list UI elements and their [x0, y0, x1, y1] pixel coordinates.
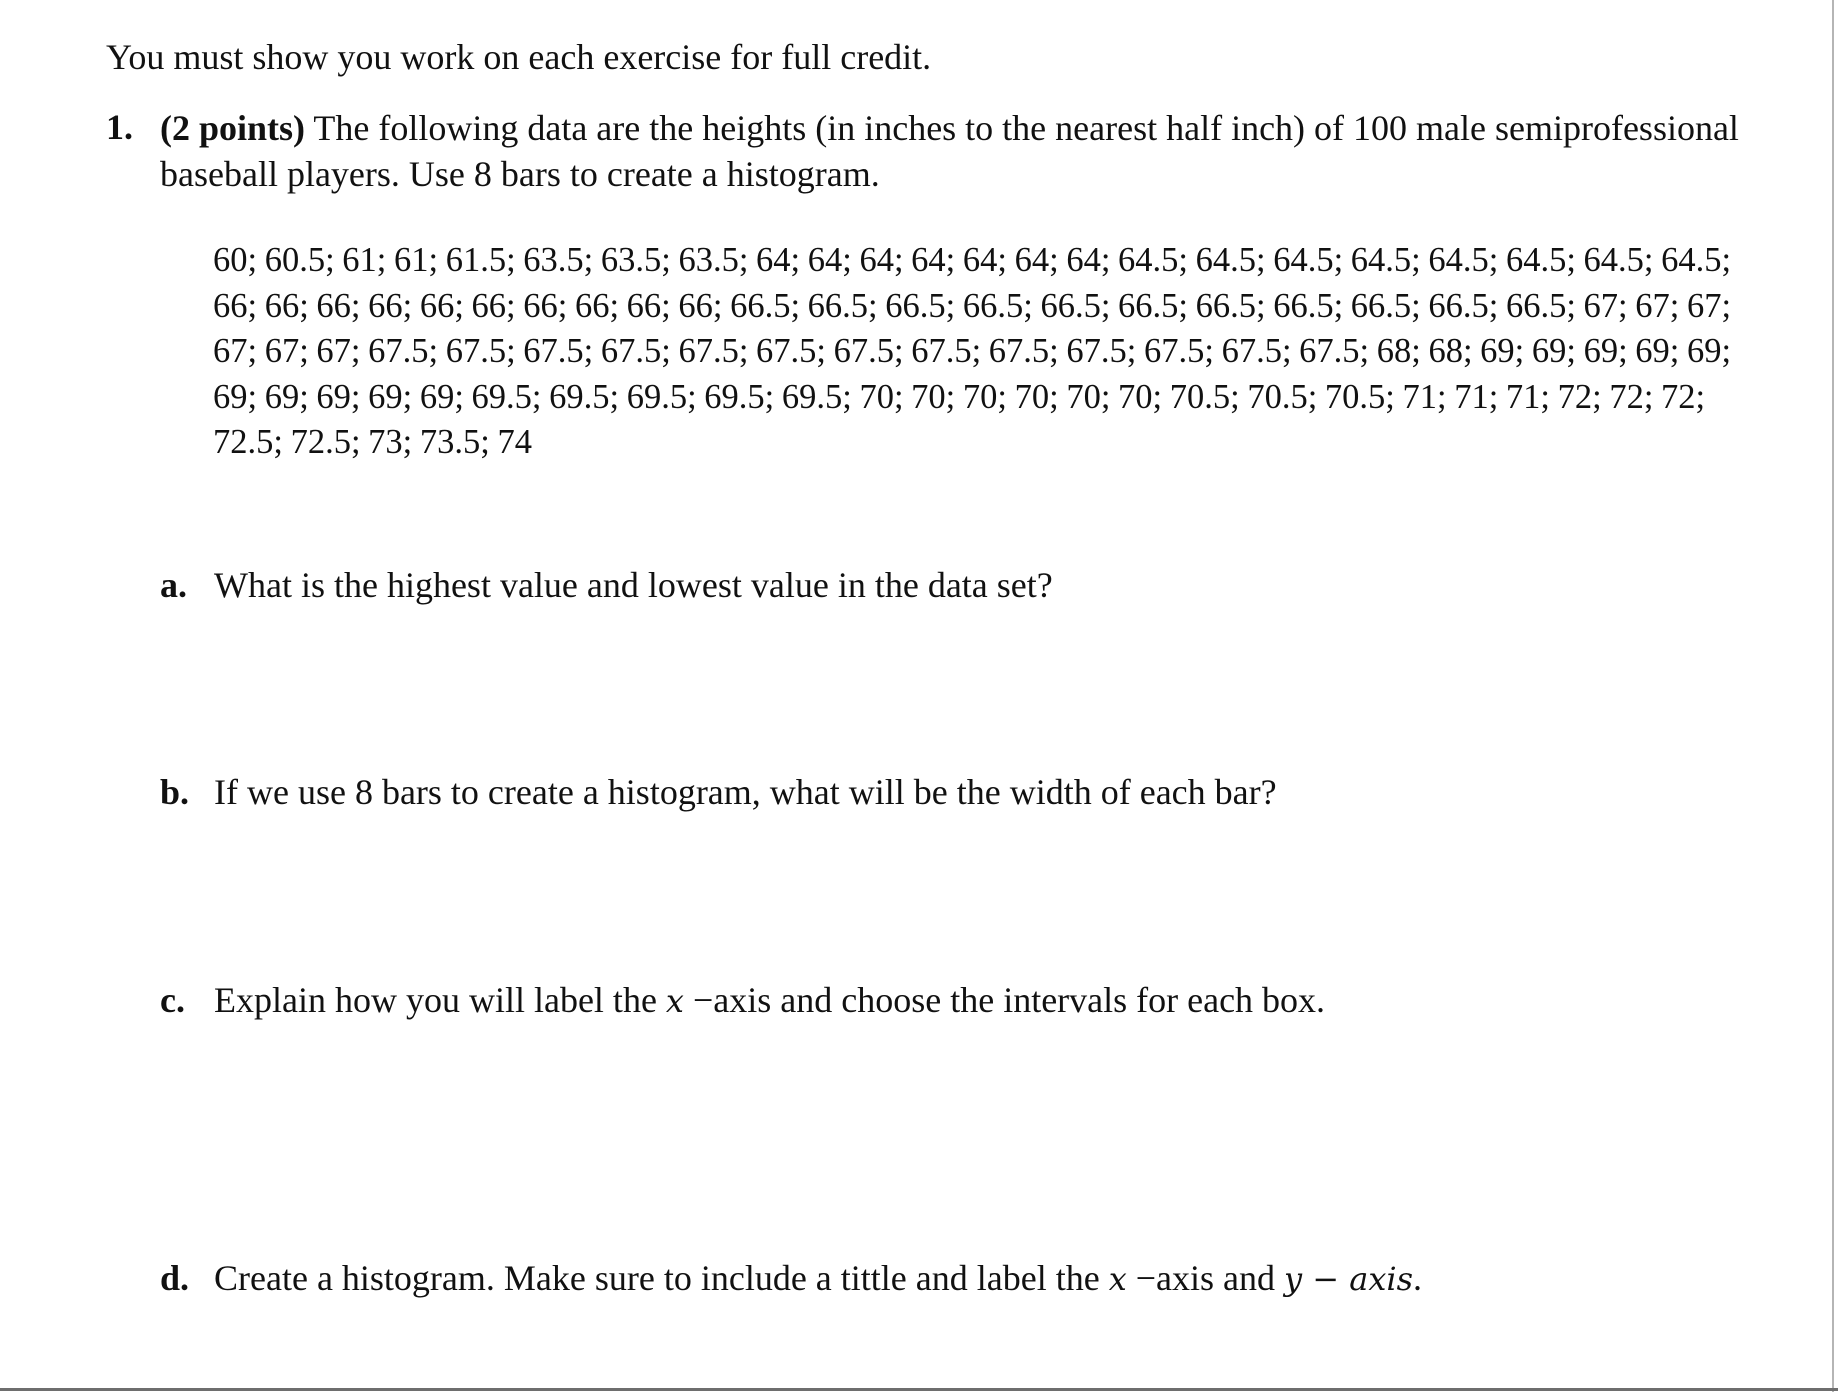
subquestion-c-text-start: Explain how you will label the: [214, 980, 666, 1020]
subquestion-c-letter: c.: [160, 980, 185, 1020]
page-bottom-border: [0, 1388, 1838, 1391]
subquestion-c-text: [214, 978, 1325, 1024]
subquestion-c-text-end: −axis and choose the intervals for each box.: [683, 980, 1326, 1020]
question-prompt-text: The following data are the heights (in inches to the nearest half inch) of 100 male semiprofessional baseball players. Use 8 bars to create a histogram.: [160, 108, 1739, 194]
instructions-text: You must show you work on each exercise for full credit.: [106, 37, 932, 77]
question-points: (2 points): [160, 108, 306, 148]
question-prompt: [160, 105, 1760, 197]
subquestion-d-text-middle: −axis and: [1126, 1258, 1285, 1298]
subquestion-a-text: What is the highest value and lowest value in the data set?: [214, 565, 1053, 605]
subquestion-d-text-end: .: [1413, 1258, 1423, 1298]
subquestion-d-letter: d.: [160, 1258, 190, 1298]
question-number: 1.: [106, 107, 133, 147]
height-data-list: 60; 60.5; 61; 61; 61.5; 63.5; 63.5; 63.5; 64; 64; 64; 64; 64; 64; 64; 64.5; 64.5; 64.5; 64.5; 64.5; 64.5; 64.5; 64.5; 66; 66; 66; 66; 66; 66; 66; 66; 66; 66; 66.5; 66.5; 66.5; 66.5; 66.5; 66.5; 66.5; 66.5; 66.5; 66.5; 66.5; 67; 67; 67; 67; 67; 67; 67.5; 67.5; 67.5; 67.5; 67.5; 67.5; 67.5; 67.5; 67.5; 67.5; 67.5; 67.5; 67.5; 68; 68; 69; 69; 69; 69; 69; 69; 69; 69; 69; 69; 69.5; 69.5; 69.5; 69.5; 69.5; 70; 70; 70; 70; 70; 70; 70.5; 70.5; 70.5; 71; 71; 71; 72; 72; 72; 72.5; 72.5; 73; 73.5; 74: [213, 241, 1732, 461]
subquestion-a-letter: a.: [160, 565, 187, 605]
y-axis-expression: y − axis: [1284, 1260, 1414, 1298]
page-right-border: [1832, 0, 1834, 1392]
subquestion-d-text: [214, 1256, 1422, 1302]
x-variable: x: [1108, 1260, 1127, 1298]
x-variable: x: [665, 982, 684, 1020]
subquestion-b-text: If we use 8 bars to create a histogram, what will be the width of each bar?: [214, 772, 1277, 812]
subquestion-d-text-start: Create a histogram. Make sure to include a tittle and label the: [214, 1258, 1109, 1298]
subquestion-b-letter: b.: [160, 772, 190, 812]
